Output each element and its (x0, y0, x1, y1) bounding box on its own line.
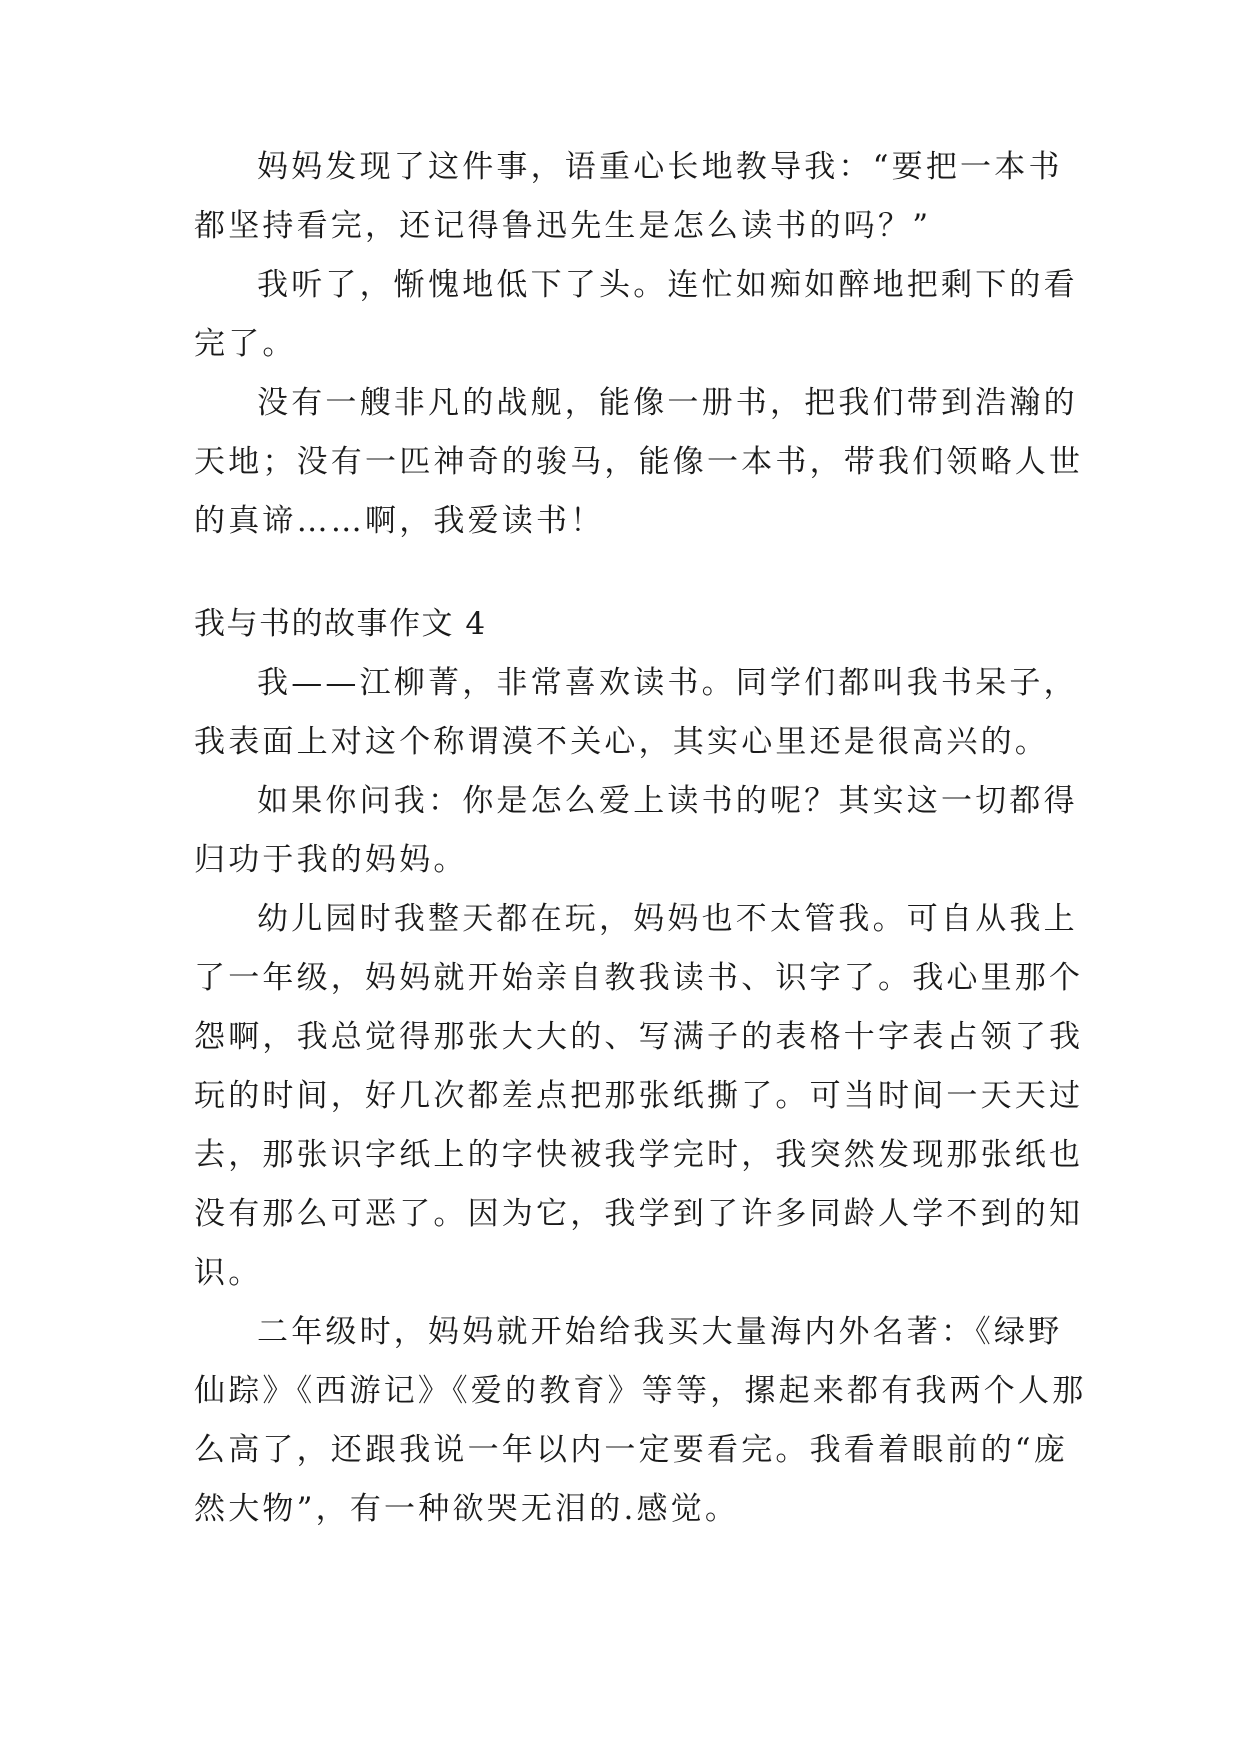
paragraph-line: 我——江柳菁，非常喜欢读书。同学们都叫我书呆子， (257, 665, 1078, 701)
paragraph-line: 我听了，惭愧地低下了头。连忙如痴如醉地把剩下的看 (257, 267, 1078, 303)
paragraph-line: 识。 (194, 1255, 263, 1291)
paragraph-line: 归功于我的妈妈。 (194, 842, 468, 878)
paragraph-line: 天地；没有一匹神奇的骏马，能像一本书，带我们领略人世 (194, 444, 1084, 480)
paragraph-line: 都坚持看完，还记得鲁迅先生是怎么读书的吗？” (194, 208, 932, 244)
paragraph-line: 我表面上对这个称谓漠不关心，其实心里还是很高兴的。 (194, 724, 1049, 760)
paragraph-line: 如果你问我：你是怎么爱上读书的呢？其实这一切都得 (257, 783, 1078, 819)
paragraph-line: 没有一艘非凡的战舰，能像一册书，把我们带到浩瀚的 (257, 385, 1078, 421)
paragraph-line: 没有那么可恶了。因为它，我学到了许多同龄人学不到的知 (194, 1196, 1084, 1232)
paragraph-line: 仙踪》《西游记》《爱的教育》等等，摞起来都有我两个人那 (194, 1373, 1087, 1409)
paragraph-line: 二年级时，妈妈就开始给我买大量海内外名著：《绿野 (257, 1314, 1063, 1350)
paragraph-line: 妈妈发现了这件事，语重心长地教导我：“要把一本书 (257, 149, 1063, 185)
paragraph-line: 么高了，还跟我说一年以内一定要看完。我看着眼前的“庞 (194, 1432, 1069, 1468)
paragraph-line: 完了。 (194, 326, 297, 362)
paragraph-line: 然大物”，有一种欲哭无泪的.感觉。 (194, 1491, 740, 1527)
paragraph-line: 怨啊，我总觉得那张大大的、写满子的表格十字表占领了我 (194, 1019, 1084, 1055)
paragraph-line: 的真谛……啊，我爱读书！ (194, 503, 605, 539)
paragraph-line: 去，那张识字纸上的字快被我学完时，我突然发现那张纸也 (194, 1137, 1084, 1173)
section-title: 我与书的故事作文 4 (194, 606, 487, 642)
paragraph-line: 玩的时间，好几次都差点把那张纸撕了。可当时间一天天过 (194, 1078, 1084, 1114)
paragraph-line: 了一年级，妈妈就开始亲自教我读书、识字了。我心里那个 (194, 960, 1084, 996)
paragraph-line: 幼儿园时我整天都在玩，妈妈也不太管我。可自从我上 (257, 901, 1078, 937)
